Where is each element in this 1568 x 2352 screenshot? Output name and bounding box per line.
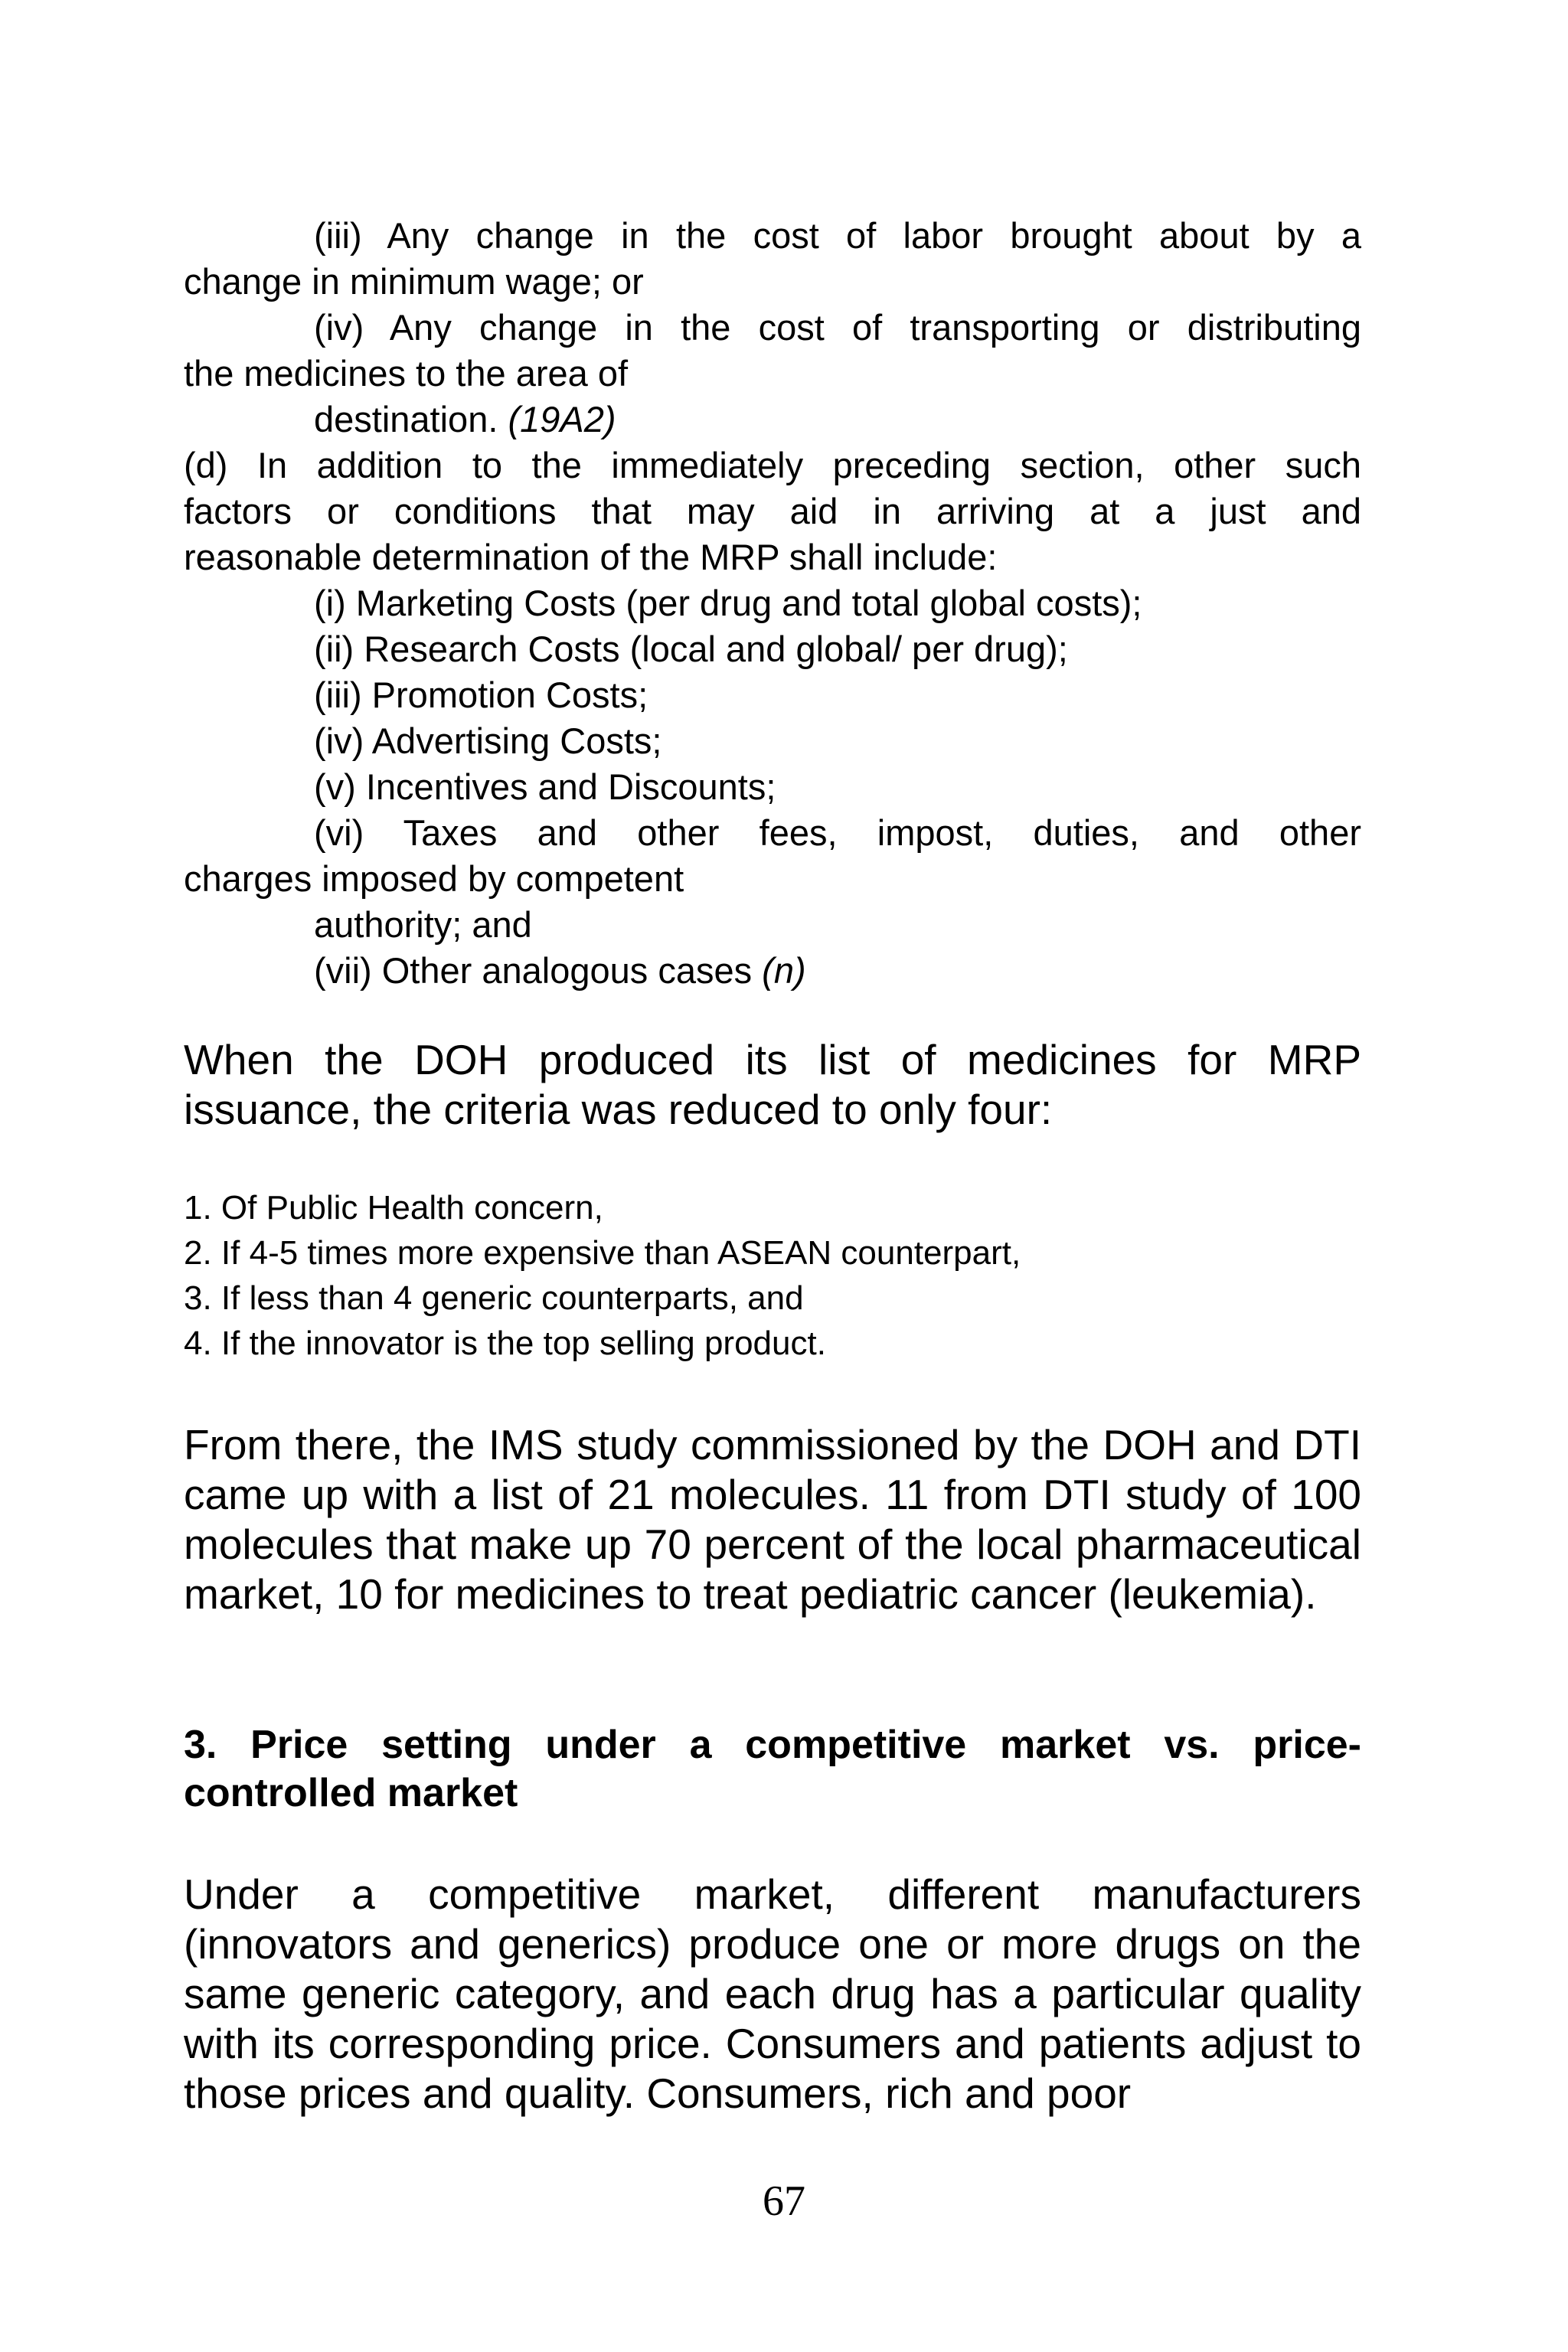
factor-ii: (ii) Research Costs (local and global/ per drug);: [314, 629, 1068, 669]
section-heading: 3. Price setting under a competitive market vs. price-controlled market: [184, 1723, 1361, 1815]
factor-iv: (iv) Advertising Costs;: [314, 720, 662, 761]
clause-d-line3: reasonable determination of the MRP shall include:: [184, 537, 998, 577]
clause-iv-line3: [314, 397, 616, 443]
clause-iv-text: destination.: [314, 399, 498, 439]
factor-vi-line1: (vi) Taxes and other fees, impost, duties, and other: [314, 812, 1361, 853]
paragraph-ims-study: From there, the IMS study commissioned by the DOH and DTI came up with a list of 21 molecules. 11 from DTI study of 100 molecules that make up 70 percent of the local pharmaceutical market, 10 for medicines to treat pediatric cancer (leukemia).: [184, 1421, 1361, 1618]
criteria-item-1: 1. Of Public Health concern,: [184, 1189, 603, 1227]
factor-vii-reference: (n): [762, 950, 806, 991]
clause-iv-reference: (19A2): [508, 399, 616, 439]
factor-vi-line3: authority; and: [314, 904, 532, 945]
criteria-item-4: 4. If the innovator is the top selling product.: [184, 1325, 826, 1362]
clause-iii-line1: (iii) Any change in the cost of labor brought about by a: [314, 215, 1361, 256]
factor-vi-line2: charges imposed by competent: [184, 858, 684, 899]
factor-iii: (iii) Promotion Costs;: [314, 675, 648, 715]
factor-vii-text: (vii) Other analogous cases: [314, 950, 753, 991]
clause-iv-line1: (iv) Any change in the cost of transporting or distributing: [314, 307, 1361, 348]
clause-d-line2: factors or conditions that may aid in arriving at a just and: [184, 491, 1361, 531]
clause-iv-line2: the medicines to the area of: [184, 353, 629, 394]
clause-iii-line2: change in minimum wage; or: [184, 261, 644, 302]
paragraph-doh-criteria: When the DOH produced its list of medicines for MRP issuance, the criteria was reduced to only four:: [184, 1036, 1361, 1133]
factor-v: (v) Incentives and Discounts;: [314, 766, 776, 807]
paragraph-competitive-market: Under a competitive market, different manufacturers (innovators and generics) produce one or more drugs on the same generic category, and each drug has a particular quality with its corresponding price. Consumers and patients adjust to those prices and quality. Consumers, rich and poor: [184, 1870, 1361, 2117]
factor-i: (i) Marketing Costs (per drug and total global costs);: [314, 583, 1142, 623]
clause-d-line1: (d) In addition to the immediately preceding section, other such: [184, 445, 1361, 485]
factor-vii: [314, 948, 806, 994]
criteria-item-2: 2. If 4-5 times more expensive than ASEAN counterpart,: [184, 1234, 1021, 1272]
page-number: 67: [763, 2177, 805, 2225]
criteria-item-3: 3. If less than 4 generic counterparts, and: [184, 1279, 804, 1317]
